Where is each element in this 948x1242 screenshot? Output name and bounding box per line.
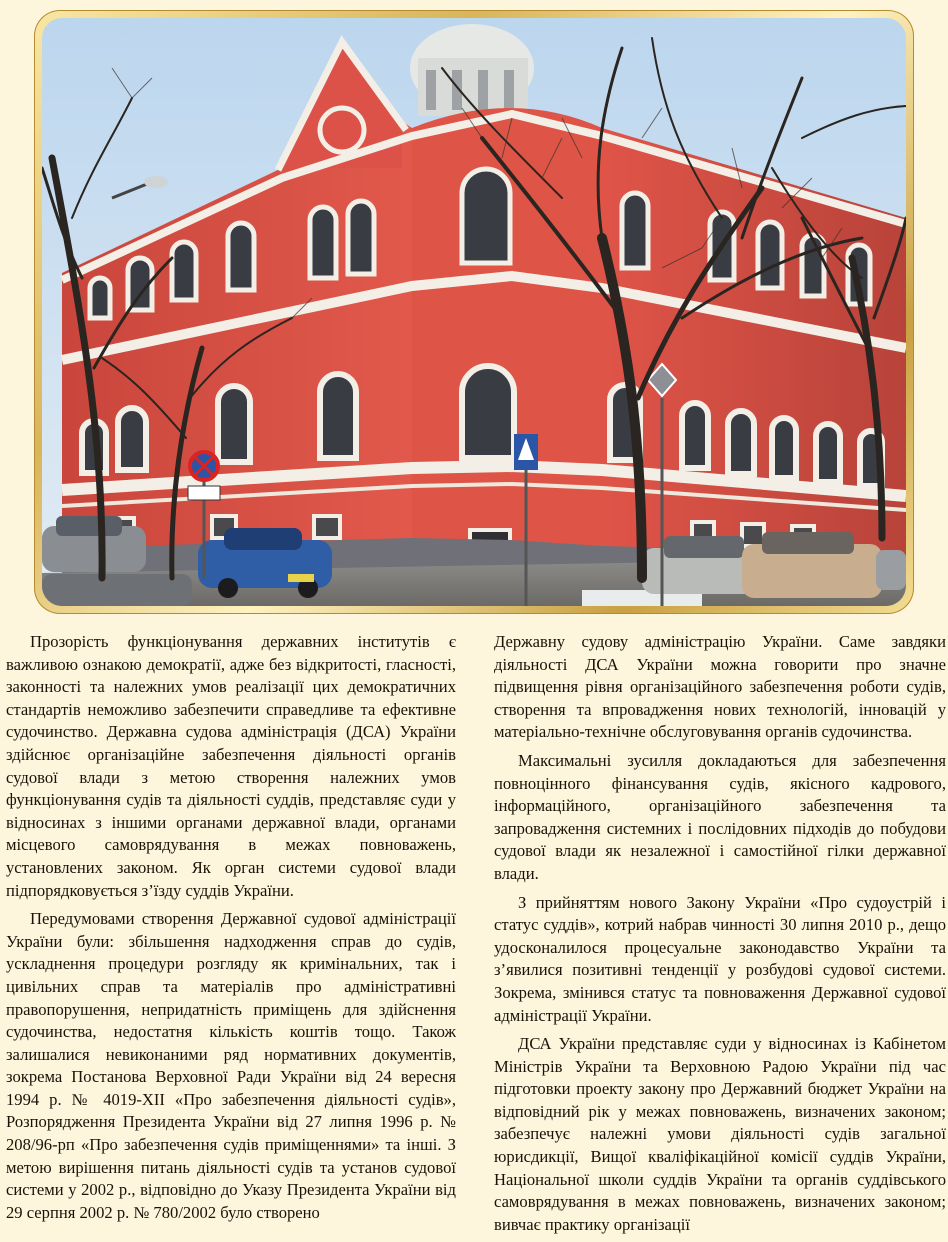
- article-right-column: [494, 631, 946, 1236]
- paragraph: Передумовами створення Державної судової адміністрації України були: збільшення надходження справ до судів, ускладнення процедури розгляду як кримінальних, так і цивільних справ та матеріалів про адміністративні правопорушення, непридатність приміщень для здійснення судочинства, недостатня кількість коштів тощо. Також залишалися невиконаними ряд нормативних документів, зокрема Постанова Верховної Ради України від 24 вересня 1994 р. № 4019-ХІІ «Про забезпечення діяльності судів», Розпорядження Президента України від 27 липня 1996 р. № 208/96-рп «Про забезпечення судів приміщеннями» та інші. З метою вирішення питань діяльності судів та установ судової системи у 2002 р., відповідно до Указу Президента України від 29 серпня 2002 р. № 780/2002 було створено: [6, 909, 456, 1222]
- paragraph: Прозорість функціонування державних інститутів є важливою ознакою демократії, адже без відкритості, гласності, законності та належних умов реалізації цих демократичних стандартів неможливо забезпечити справедливе та ефективне судочинство. Державна судова адміністрація (ДСА) України здійснює організаційне забезпечення діяльності органів судової влади з метою створення належних умов функціонування судів та діяльності суддів, представляє суди у відносинах з іншими органами державної влади, органами місцевого самоврядування в межах повноважень, установлених законом. Як орган системи судової влади підпорядковується з’їзду суддів України.: [6, 632, 456, 900]
- paragraph-continuation: Державну судову адміністрацію України. Саме завдяки діяльності ДСА України можна говорити про значне підвищення рівня організаційного забезпечення роботи судів, створення та впровадження нових технологій, інновацій у матеріально-технічне обслуговування органів судочинства.: [494, 632, 946, 742]
- paragraph: Максимальні зусилля докладаються для забезпечення повноцінного фінансування судів, якісного кадрового, інформаційного, організаційного забезпечення та запровадження системних і послідовних підходів до побудови судової влади як незалежної і самостійної гілки державної влади.: [494, 750, 946, 883]
- paragraph: З прийняттям нового Закону України «Про судоустрій і статус суддів», котрий набрав чинності 30 липня 2010 р., дещо удосконалилося процесуальне законодавство України та з’явилися позитивні тенденції у розбудові судової системи. Зокрема, змінився статус та повноваження Державної судової адміністрації України.: [494, 892, 946, 1025]
- photo-gold-frame: [34, 10, 914, 614]
- building-photo: [42, 18, 906, 606]
- article-left-column: [6, 631, 456, 1224]
- paragraph: ДСА України представляє суди у відносинах із Кабінетом Міністрів України та Верховною Радою України під час підготовки проекту закону про Державний бюджет України на відповідний рік у межах повноважень, визначених законом; забезпечує належні умови діяльності судів загальної юрисдикції, Вищої кваліфікаційної комісії суддів України, Національної школи суддів України та органів суддівського самоврядування в межах повноважень, визначених законом; вивчає практику організації: [494, 1034, 946, 1234]
